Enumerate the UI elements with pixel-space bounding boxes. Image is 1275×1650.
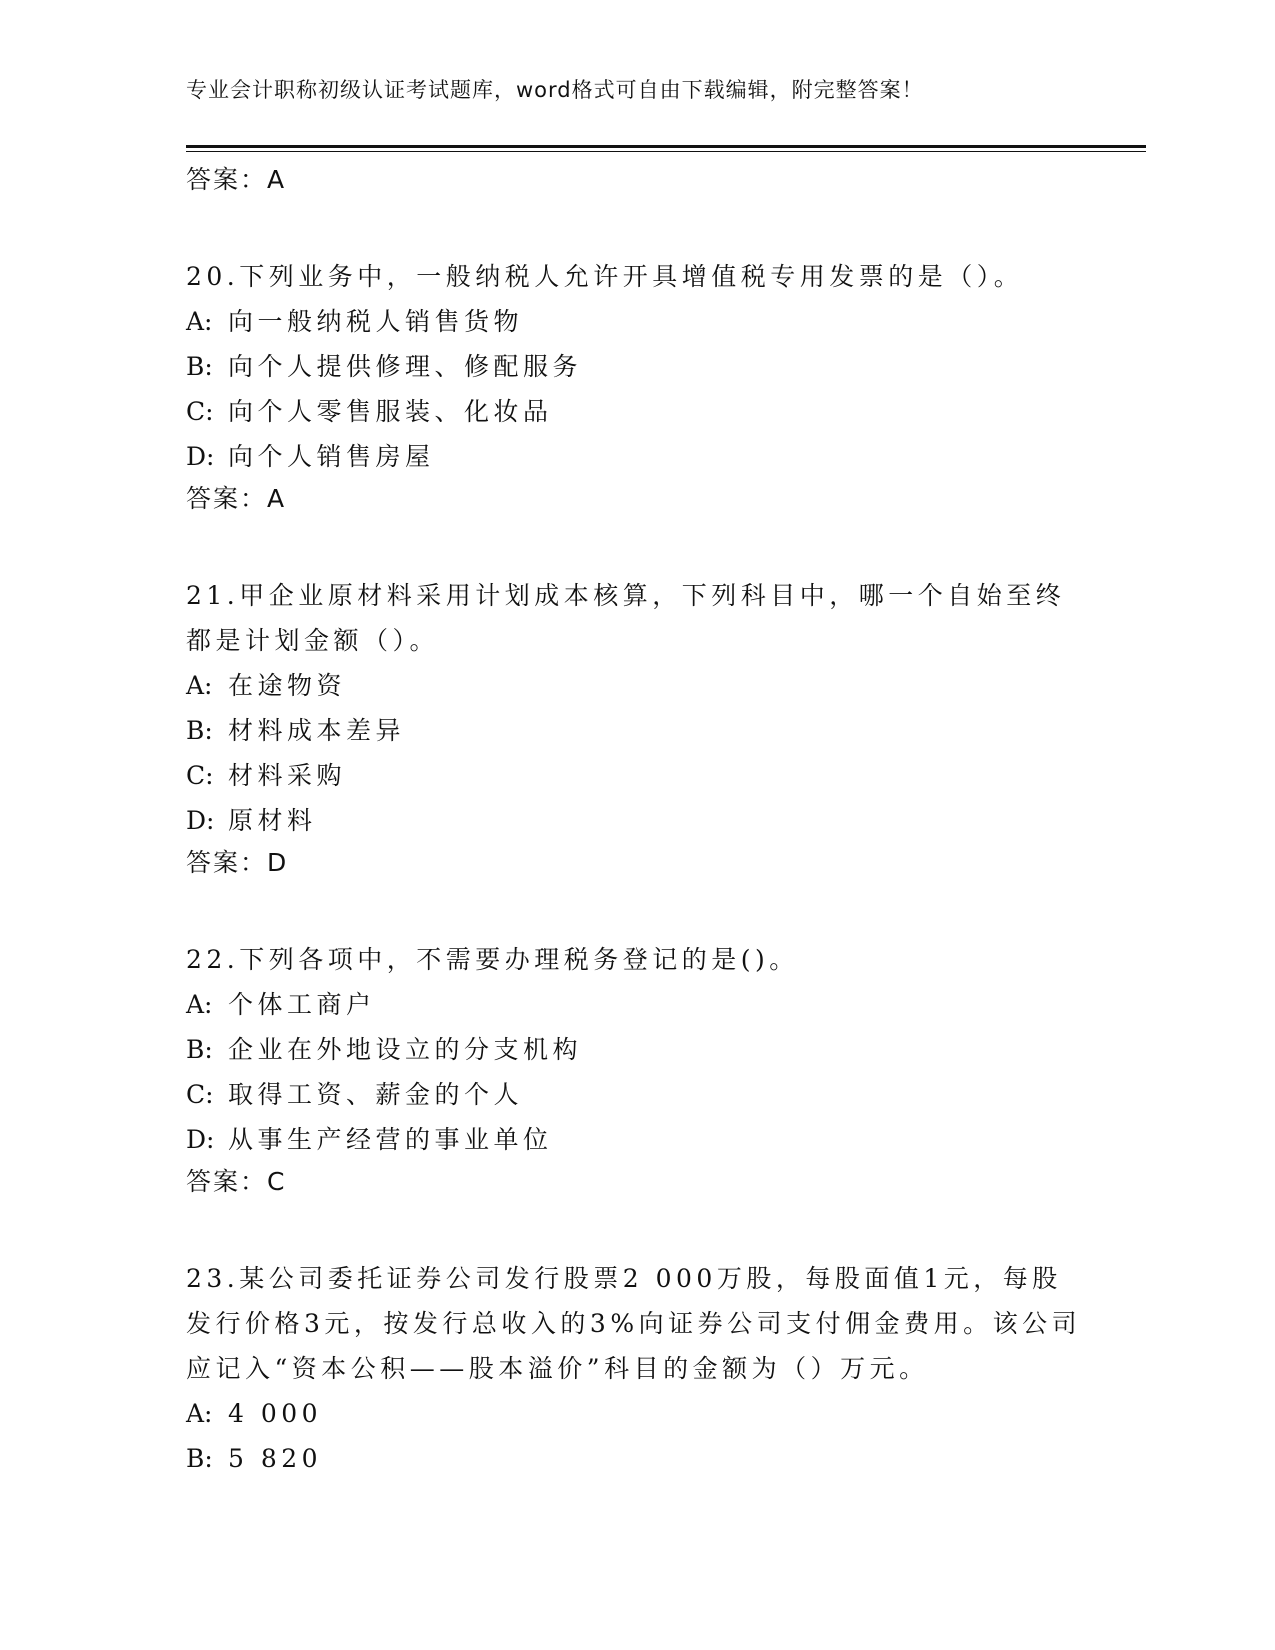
question-stem: 21.甲企业原材料采用计划成本核算，下列科目中，哪一个自始至终都是计划金额（）。 [186, 581, 1066, 655]
option-text: 在途物资 [228, 671, 347, 700]
question-block [186, 1256, 1086, 1481]
option-letter: A: [186, 307, 213, 336]
question-block [186, 937, 1086, 1202]
option-d [186, 1117, 1086, 1162]
spacer [186, 200, 1086, 254]
option-text: 原材料 [228, 806, 317, 835]
question-stem: 22.下列各项中，不需要办理税务登记的是()。 [186, 945, 799, 974]
option-b [186, 344, 1086, 389]
option-text: 从事生产经营的事业单位 [228, 1125, 553, 1154]
option-letter: B: [186, 716, 213, 745]
option-a [186, 982, 1086, 1027]
option-letter: D: [186, 1125, 215, 1154]
option-a [186, 1391, 1086, 1436]
option-b [186, 708, 1086, 753]
option-letter: B: [186, 1444, 213, 1473]
option-text: 向个人销售房屋 [228, 442, 435, 471]
question-content [186, 160, 1086, 1481]
option-text: 4 000 [228, 1399, 323, 1428]
header-rule-thin [186, 151, 1146, 152]
option-letter: A: [186, 990, 213, 1019]
answer-line: 答案：C [186, 1167, 287, 1196]
option-c [186, 1072, 1086, 1117]
option-b [186, 1436, 1086, 1481]
question-block [186, 254, 1086, 519]
option-letter: B: [186, 1035, 213, 1064]
option-letter: B: [186, 352, 213, 381]
option-d [186, 434, 1086, 479]
option-text: 材料采购 [228, 761, 347, 790]
option-letter: C: [186, 761, 214, 790]
answer-line: 答案：A [186, 165, 287, 194]
option-a [186, 663, 1086, 708]
answer-line: 答案：D [186, 848, 289, 877]
option-d [186, 798, 1086, 843]
option-letter: C: [186, 397, 214, 426]
option-text: 企业在外地设立的分支机构 [228, 1035, 583, 1064]
option-letter: D: [186, 806, 215, 835]
question-block [186, 573, 1086, 883]
option-a [186, 299, 1086, 344]
header-rule-thick [186, 145, 1146, 148]
option-b [186, 1027, 1086, 1072]
spacer [186, 883, 1086, 937]
option-text: 个体工商户 [228, 990, 376, 1019]
option-text: 向个人零售服装、化妆品 [228, 397, 553, 426]
option-text: 材料成本差异 [228, 716, 406, 745]
option-letter: A: [186, 671, 213, 700]
answer-line: 答案：A [186, 484, 287, 513]
option-text: 向个人提供修理、修配服务 [228, 352, 583, 381]
option-letter: D: [186, 442, 215, 471]
question-stem: 20.下列业务中，一般纳税人允许开具增值税专用发票的是（）。 [186, 262, 1024, 291]
option-letter: C: [186, 1080, 214, 1109]
option-c [186, 389, 1086, 434]
spacer [186, 519, 1086, 573]
option-text: 取得工资、薪金的个人 [228, 1080, 524, 1109]
option-text: 向一般纳税人销售货物 [228, 307, 524, 336]
spacer [186, 1202, 1086, 1256]
option-c [186, 753, 1086, 798]
question-stem: 23.某公司委托证券公司发行股票2 000万股，每股面值1元，每股发行价格3元，按发行总收入的3%向证券公司支付佣金费用。该公司应记入“资本公积——股本溢价”科目的金额为（）万元。 [186, 1264, 1082, 1383]
option-letter: A: [186, 1399, 213, 1428]
page-header: 专业会计职称初级认证考试题库，word格式可自由下载编辑，附完整答案！ [186, 78, 924, 102]
option-text: 5 820 [228, 1444, 323, 1473]
